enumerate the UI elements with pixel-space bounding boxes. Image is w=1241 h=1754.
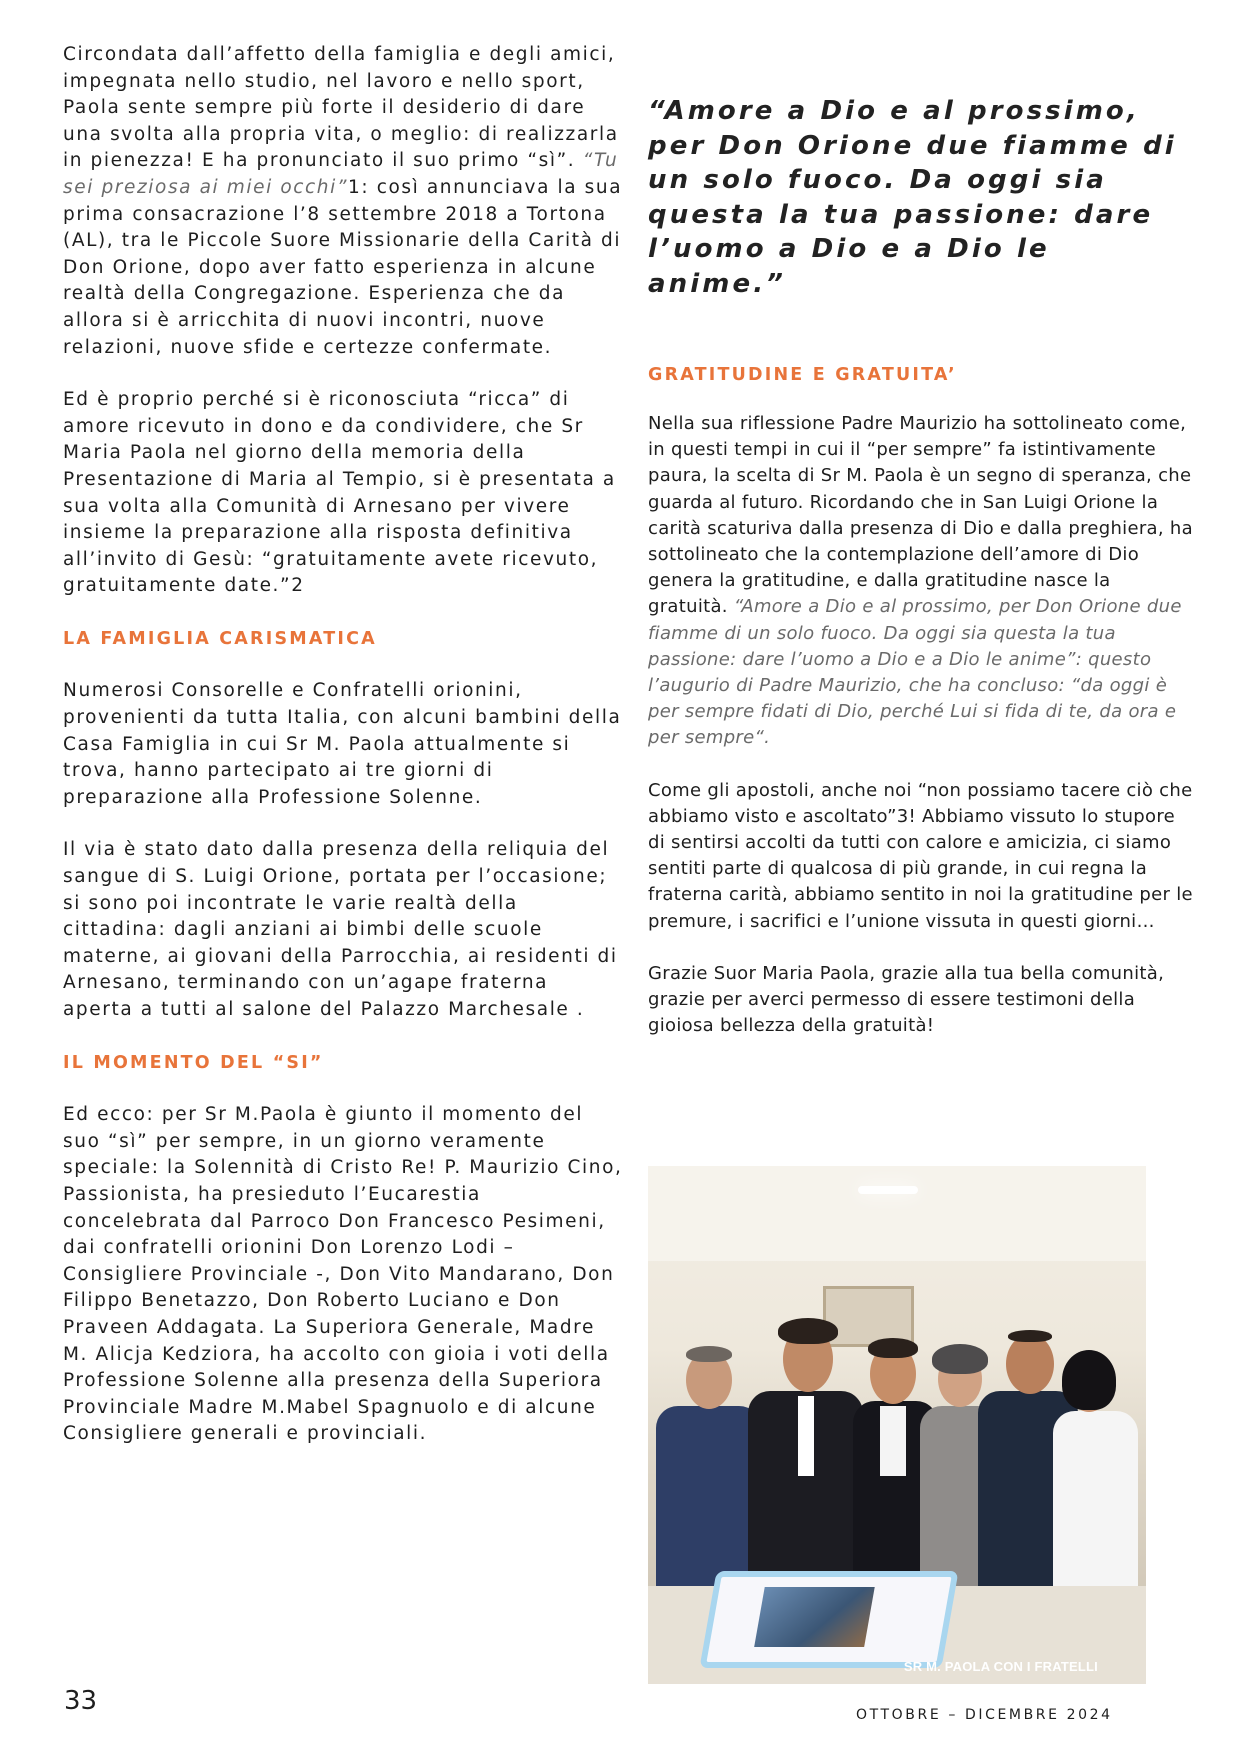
paragraph-professione: Ed ecco: per Sr M.Paola è giunto il momento del suo “sì” per sempre, in un giorno veramente speciale: la Solennità di Cristo Re! P. Maurizio Cino, Passionista, ha presieduto l’Eucarestia concelebrata dal Parroco Don Francesco Pesimeni, dai confratelli orionini Don Lorenzo Lodi – Consigliere Provinciale -, Don Vito Mandarano, Don Filippo Benetazzo, Don Roberto Luciano e Don Praveen Addagata. La Superiora Generale, Madre M. Alicja Kedziora, ha accolto con gioia i voti della Professione Solenne alla presenza della Superiora Provinciale Madre M.Mabel Spagnuolo e di alcune Consigliere generali e provinciali.	[63, 1104, 623, 1445]
right-column	[648, 94, 1193, 1039]
section-heading-famiglia: LA FAMIGLIA CARISMATICA	[63, 628, 377, 649]
section-heading-gratitudine: GRATITUDINE E GRATUITA’	[648, 365, 957, 385]
section-heading-momento-si: IL MOMENTO DEL “SI”	[63, 1052, 324, 1073]
cake	[699, 1571, 958, 1668]
paragraph-apostoli: Come gli apostoli, anche noi “non possiamo tacere ciò che abbiamo visto e ascoltato”3! Abbiamo vissuto lo stupore di sentirsi accolti da tutti con calore e amicizia, ci siamo sentiti parte di qualcosa di più grande, in cui regna la fraterna carità, abbiamo sentito in noi la gratitudine per le premure, i sacrifici e l’unione vissuta in questi giorni…	[648, 779, 1193, 932]
paragraph-consorelle: Numerosi Consorelle e Confratelli orionini, provenienti da tutta Italia, con alcuni bambini della Casa Famiglia in cui Sr M. Paola attualmente si trova, hanno partecipato ai tre giorni di preparazione alla Professione Solenne.	[63, 680, 622, 808]
paragraph-text: 1: così annunciava la sua prima consacrazione l’8 settembre 2018 a Tortona (AL), tra le Piccole Suore Missionarie della Carità di Don Orione, dopo aver fatto esperienza in alcune realtà della Congregazione. Esperienza che da allora si è arricchita di nuovi incontri, nuove relazioni, nuove sfide e certezze confermate.	[63, 176, 623, 358]
page-number: 33	[64, 1686, 98, 1716]
paragraph-grazie: Grazie Suor Maria Paola, grazie alla tua bella comunità, grazie per averci permesso di essere testimoni della gioiosa bellezza della gratuità!	[648, 962, 1165, 1037]
left-column	[63, 42, 623, 1448]
paragraph-reliquia: Il via è stato dato dalla presenza della reliquia del sangue di S. Luigi Orione, portata per l’occasione; si sono poi incontrate le varie realtà della cittadina: dagli anziani ai bimbi delle scuole materne, ai giovani della Parrocchia, ai residenti di Arnesano, terminando con un’agape fraterna aperta a tutti al salone del Palazzo Marchesale .	[63, 839, 618, 1020]
italic-quote: “Amore a Dio e al prossimo, per Don Orione due fiamme di un solo fuoco. Da oggi sia questa la tua passione: dare l’uomo a Dio e a Dio le anime”: questo l’augurio di Padre Maurizio, che ha concluso: “da oggi è per sempre fidati di Dio, perché Lui si fida di te, da ora e per sempre“.	[648, 596, 1182, 749]
photo-ceiling	[648, 1166, 1146, 1261]
paragraph-riflessione	[648, 411, 1193, 752]
paragraph-presentazione: Ed è proprio perché si è riconosciuta “ricca” di amore ricevuto in dono e da condividere, che Sr Maria Paola nel giorno della memoria della Presentazione di Maria al Tempio, si è presentata a sua volta alla Comunità di Arnesano per vivere insieme la preparazione alla risposta definitiva all’invito di Gesù: “gratuitamente avete ricevuto, gratuitamente date.”2	[63, 389, 616, 597]
issue-date: OTTOBRE – DICEMBRE 2024	[856, 1707, 1113, 1723]
paragraph-text: Circondata dall’affetto della famiglia e degli amici, impegnata nello studio, nel lavoro e nello sport, Paola sente sempre più forte il desiderio di dare una svolta alla propria vita, o meglio: di realizzarla in pienezza! E ha pronunciato il suo primo “sì”.	[63, 44, 619, 172]
photo-light	[858, 1186, 918, 1194]
cake-picture	[754, 1587, 875, 1647]
paragraph-consacrazione	[63, 42, 623, 361]
photo-caption: SR M. PAOLA CON I FRATELLI	[903, 1659, 1098, 1674]
paragraph-text: Nella sua riflessione Padre Maurizio ha sottolineato come, in questi tempi in cui il “per sempre” fa istintivamente paura, la scelta di Sr M. Paola è un segno di speranza, che guarda al futuro. Ricordando che in San Luigi Orione la carità scaturiva dalla presenza di Dio e dalla preghiera, ha sottolineato che la contemplazione dell’amore di Dio genera la gratitudine, e dalla gratitudine nasce la gratuità.	[648, 413, 1193, 618]
pull-quote: “Amore a Dio e al prossimo, per Don Orione due fiamme di un solo fuoco. Da oggi sia questa la tua passione: dare l’uomo a Dio e a Dio le anime.”	[648, 96, 1177, 299]
italic-quote: “Tu sei preziosa ai miei occhi”	[63, 150, 619, 198]
group-photo	[648, 1166, 1146, 1684]
